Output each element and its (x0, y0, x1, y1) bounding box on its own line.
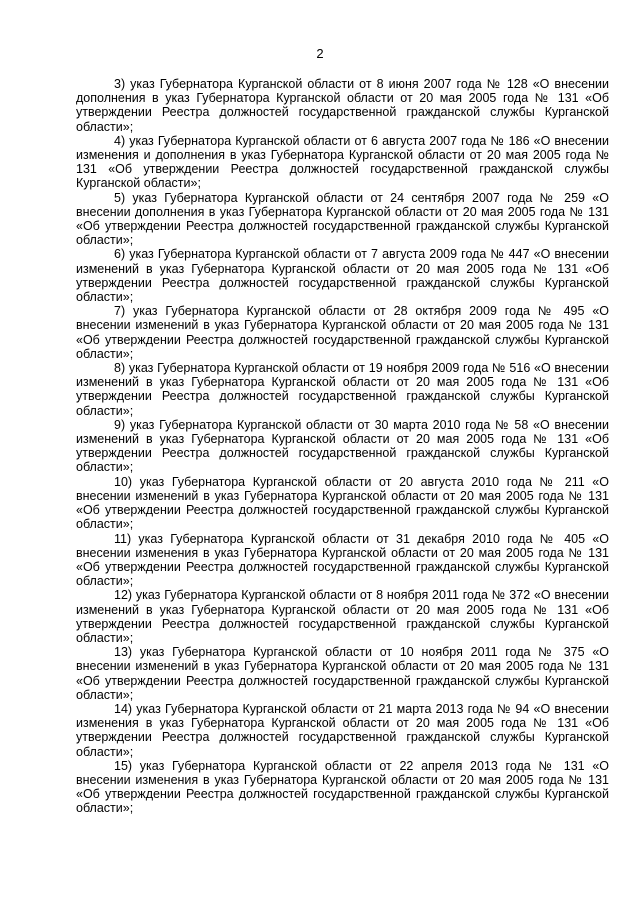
list-item: 7) указ Губернатора Курганской области от 28 октября 2009 года № 495 «О внесении изменений в указ Губернатора Курганской области от 20 мая 2005 года № 131 «Об утверждении Реестра должностей государственной гражданской службы Курганской области»; (76, 304, 609, 361)
list-item: 3) указ Губернатора Курганской области от 8 июня 2007 года № 128 «О внесении дополнения в указ Губернатора Курганской области от 20 мая 2005 года № 131 «Об утверждении Реестра должностей государственной гражданской службы Курганской области»; (76, 77, 609, 134)
list-item: 6) указ Губернатора Курганской области от 7 августа 2009 года № 447 «О внесении изменений в указ Губернатора Курганской области от 20 мая 2005 года № 131 «Об утверждении Реестра должностей государственной гражданской службы Курганской области»; (76, 247, 609, 305)
document-body (76, 77, 609, 816)
list-item: 11) указ Губернатора Курганской области от 31 декабря 2010 года № 405 «О внесении изменения в указ Губернатора Курганской области от 20 мая 2005 года № 131 «Об утверждении Реестра должностей государственной гражданской службы Курганской области»; (76, 531, 609, 589)
list-item: 4) указ Губернатора Курганской области от 6 августа 2007 года № 186 «О внесении изменения и дополнения в указ Губернатора Курганской области от 20 мая 2005 года № 131 «Об утверждении Реестра должностей государственной гражданской службы Курганской области»; (76, 133, 609, 191)
list-item: 14) указ Губернатора Курганской области от 21 марта 2013 года № 94 «О внесении изменения в указ Губернатора Курганской области от 20 мая 2005 года № 131 «Об утверждении Реестра должностей государственной гражданской службы Курганской области»; (76, 701, 609, 759)
list-item: 10) указ Губернатора Курганской области от 20 августа 2010 года № 211 «О внесении изменений в указ Губернатора Курганской области от 20 мая 2005 года № 131 «Об утверждении Реестра должностей государственной гражданской службы Курганской области»; (76, 474, 609, 532)
list-item: 12) указ Губернатора Курганской области от 8 ноября 2011 года № 372 «О внесении изменений в указ Губернатора Курганской области от 20 мая 2005 года № 131 «Об утверждении Реестра должностей государственной гражданской службы Курганской области»; (76, 588, 609, 645)
list-item: 8) указ Губернатора Курганской области от 19 ноября 2009 года № 516 «О внесении изменений в указ Губернатора Курганской области от 20 мая 2005 года № 131 «Об утверждении Реестра должностей государственной гражданской службы Курганской области»; (76, 361, 609, 418)
list-item: 5) указ Губернатора Курганской области от 24 сентября 2007 года № 259 «О внесении дополнения в указ Губернатора Курганской области от 20 мая 2005 года № 131 «Об утверждении Реестра должностей государственной гражданской службы Курганской области»; (76, 190, 609, 248)
list-item: 13) указ Губернатора Курганской области от 10 ноября 2011 года № 375 «О внесении изменений в указ Губернатора Курганской области от 20 мая 2005 года № 131 «Об утверждении Реестра должностей государственной гражданской службы Курганской области»; (76, 645, 609, 702)
list-item: 15) указ Губернатора Курганской области от 22 апреля 2013 года № 131 «О внесении изменения в указ Губернатора Курганской области от 20 мая 2005 года № 131 «Об утверждении Реестра должностей государственной гражданской службы Курганской области»; (76, 758, 609, 816)
page-number: 2 (316, 46, 324, 61)
list-item: 9) указ Губернатора Курганской области от 30 марта 2010 года № 58 «О внесении изменений в указ Губернатора Курганской области от 20 мая 2005 года № 131 «Об утверждении Реестра должностей государственной гражданской службы Курганской области»; (76, 417, 609, 475)
